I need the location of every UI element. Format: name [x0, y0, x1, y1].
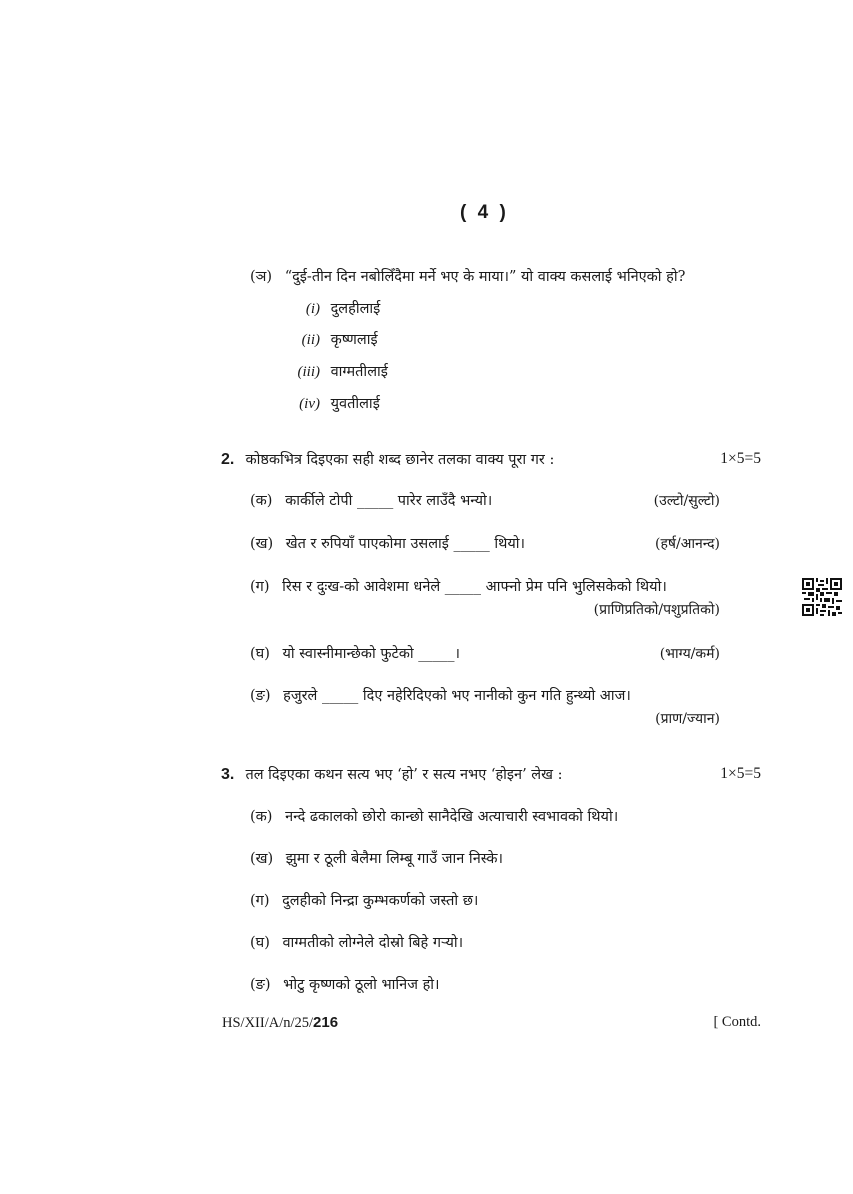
- question-label: (ञ): [250, 269, 273, 285]
- option-number: (iv): [299, 396, 320, 412]
- item-text: नन्दे ढकालको छोरो कान्छो सानैदेखि अत्याचारी स्वभावको थियो।: [285, 809, 619, 825]
- item-text: रिस र दुःख-को आवेशमा धनेले _____ आफ्नो प्रेम पनि भुलिसकेको थियो।: [282, 579, 667, 595]
- paper-code-prefix: HS/XII/A/n/25/: [222, 1015, 314, 1031]
- item-text: वाग्मतीको लोग्नेले दोस्रो बिहे गऱ्यो।: [282, 935, 464, 951]
- paper-code-number: 216: [313, 1014, 339, 1031]
- q2-item-kha-hint: (हर्ष/आनन्द): [654, 536, 720, 552]
- q2-item-gha-hint: (भाग्य/कर्म): [659, 646, 720, 662]
- item-label: (ख): [250, 851, 274, 867]
- option-number: (ii): [301, 332, 320, 348]
- item-text: यो स्वास्नीमान्छेको फुटेको _____।: [282, 646, 461, 662]
- item-text: भोटु कृष्णको ठूलो भानिज हो।: [283, 977, 440, 993]
- item-text: खेत र रुपियाँ पाएकोमा उसलाई _____ थियो।: [285, 536, 526, 552]
- item-label: (क): [250, 493, 273, 509]
- option-number: (i): [305, 301, 320, 317]
- option-number: (iii): [297, 364, 320, 380]
- item-text: झुमा र ठूली बेलैमा लिम्बू गाउँ जान निस्के।: [285, 851, 504, 867]
- item-text: हजुरले _____ दिए नहेरिदिएको भए नानीको कुन गति हुन्थ्यो आज।: [283, 688, 631, 704]
- item-label: (ङ): [250, 688, 271, 704]
- item-label: (ख): [250, 536, 274, 552]
- question-text: “दुई-तीन दिन नबोलिँदैमा मर्ने भए के माया।” यो वाक्य कसलाई भनिएको हो?: [284, 269, 686, 285]
- item-label: (घ): [250, 935, 270, 951]
- qr-code-icon: [802, 578, 842, 616]
- q2-item-nga-hint: (प्राण/ज्यान): [655, 711, 720, 727]
- q2-item-nga: [250, 685, 631, 705]
- q3-item-kha: [250, 848, 503, 868]
- q3-item-ka: [250, 806, 618, 826]
- option-ii: [288, 329, 378, 349]
- q2-item-ka: [250, 490, 492, 510]
- question-text: तल दिइएका कथन सत्य भए ‘हो’ र सत्य नभए ‘होइन’ लेख :: [245, 767, 563, 783]
- question-3-marks: 1×5=5: [720, 765, 761, 782]
- question-2-marks: 1×5=5: [720, 450, 761, 467]
- q2-item-gha: [250, 643, 460, 663]
- q3-item-nga: [250, 974, 440, 994]
- q2-item-ka-hint: (उल्टो/सुल्टो): [653, 493, 720, 509]
- page-number: ( 4 ): [460, 202, 509, 223]
- item-label: (क): [250, 809, 273, 825]
- q3-item-gha: [250, 932, 463, 952]
- option-iii: [288, 361, 388, 381]
- question-number: 3.: [221, 766, 235, 783]
- question-3: [221, 764, 563, 784]
- contd-note: [ Contd.: [713, 1014, 761, 1030]
- option-text: कृष्णलाई: [330, 332, 378, 348]
- item-label: (घ): [250, 646, 270, 662]
- item-label: (ग): [250, 579, 270, 595]
- option-i: [288, 298, 380, 318]
- option-text: युवतीलाई: [330, 396, 380, 412]
- q3-item-ga: [250, 890, 478, 910]
- q2-item-ga: [250, 576, 667, 596]
- option-text: दुलहीलाई: [330, 301, 381, 317]
- item-text: दुलहीको निन्द्रा कुम्भकर्णको जस्तो छ।: [282, 893, 479, 909]
- item-label: (ग): [250, 893, 270, 909]
- item-label: (ङ): [250, 977, 271, 993]
- q2-item-ga-hint: (प्राणिप्रतिको/पशुप्रतिको): [593, 602, 720, 618]
- question-text: कोष्ठकभित्र दिइएका सही शब्द छानेर तलका वाक्य पूरा गर :: [245, 452, 555, 468]
- question-1j: [250, 266, 685, 286]
- question-number: 2.: [221, 451, 235, 468]
- paper-code: [222, 1014, 338, 1032]
- item-text: कार्कीले टोपी _____ पारेर लाउँदै भन्यो।: [285, 493, 493, 509]
- question-2: [221, 449, 554, 469]
- option-text: वाग्मतीलाई: [330, 364, 388, 380]
- q2-item-kha: [250, 533, 525, 553]
- option-iv: [288, 393, 380, 413]
